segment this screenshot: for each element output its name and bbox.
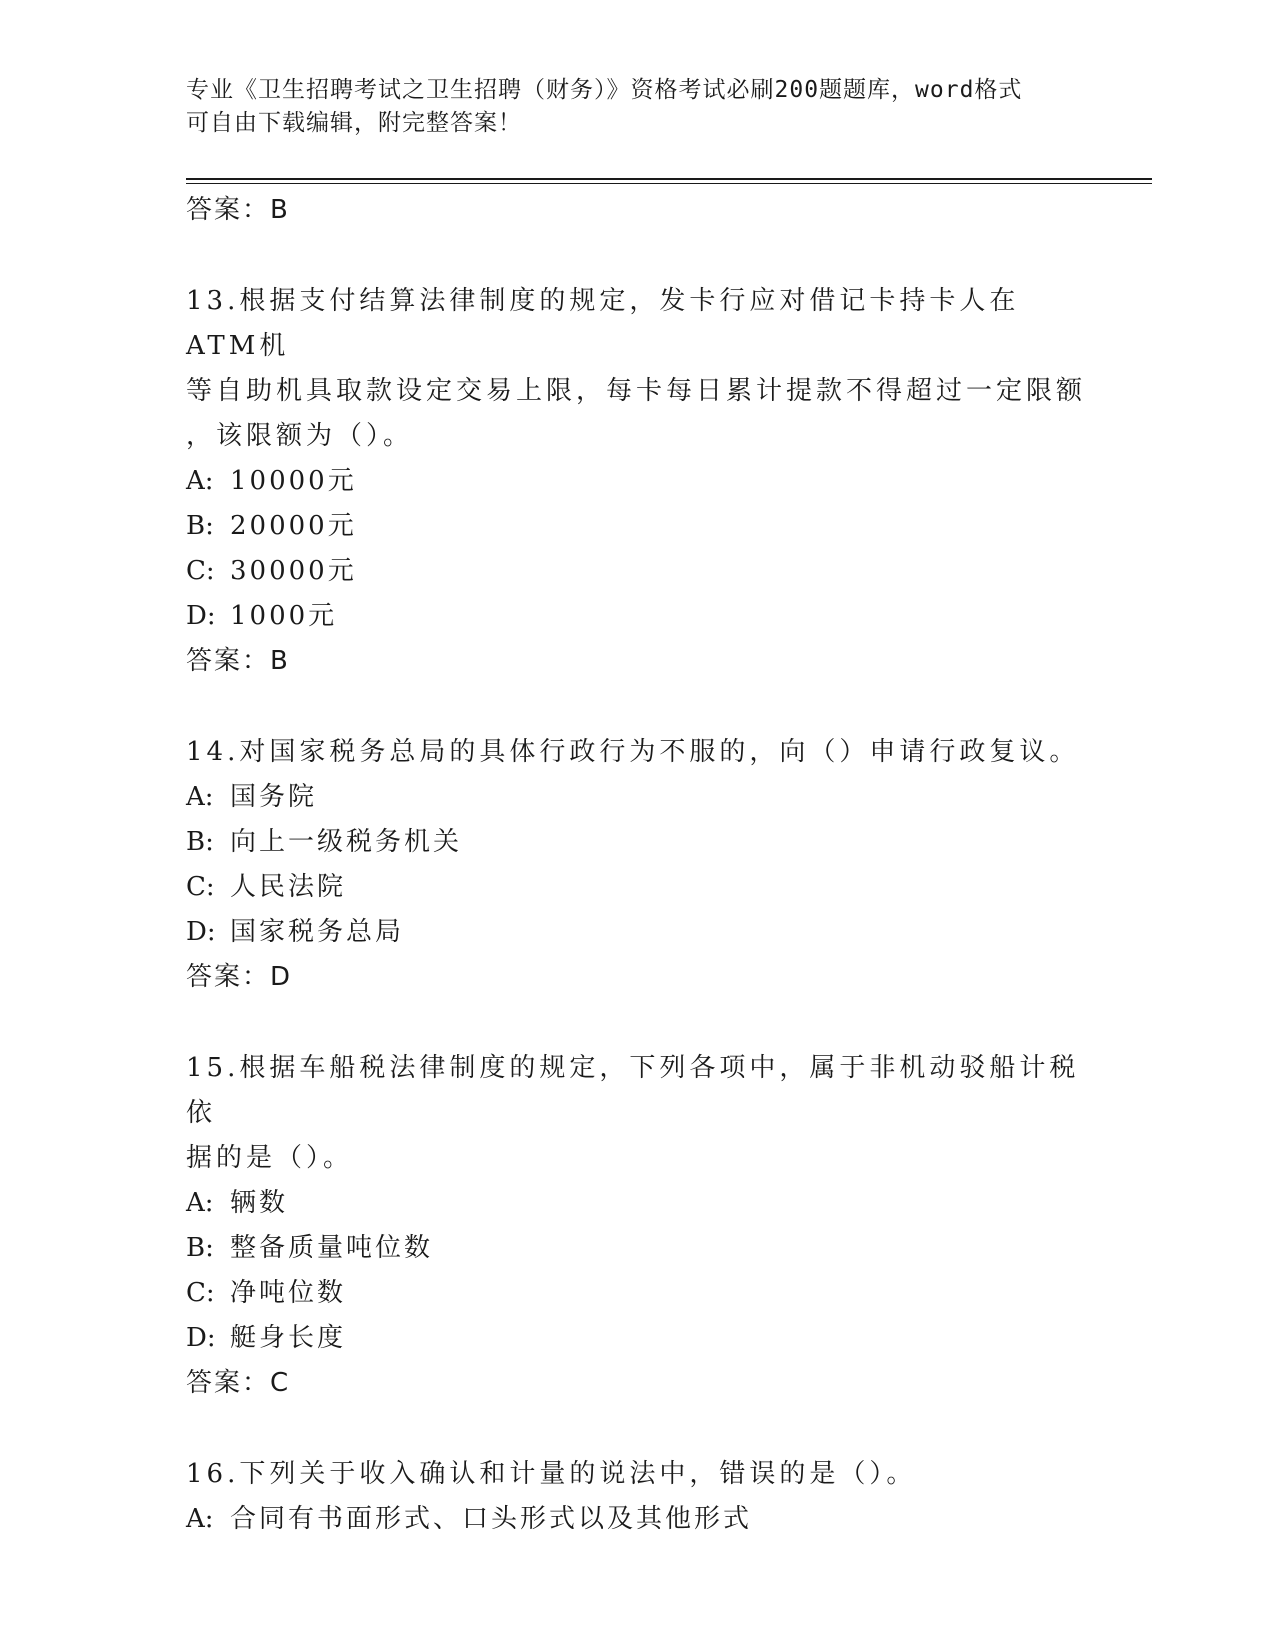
question-13 [186, 279, 1086, 683]
option-c [186, 1271, 1086, 1316]
option-a [186, 1497, 1086, 1542]
option-letter: D: [186, 1323, 216, 1353]
answer: 答案：B [186, 646, 290, 676]
question-text [186, 1452, 1086, 1497]
option-b [186, 504, 1086, 549]
question-line: 等自助机具取款设定交易上限，每卡每日累计提款不得超过一定限额 [186, 376, 1087, 406]
option-d [186, 1316, 1086, 1361]
option-text: 合同有书面形式、口头形式以及其他形式 [230, 1504, 753, 1534]
option-letter: A: [186, 1504, 214, 1534]
option-text: 30000元 [230, 556, 357, 586]
option-letter: A: [186, 1188, 214, 1218]
question-15 [186, 1046, 1086, 1405]
option-letter: B: [186, 511, 214, 541]
option-letter: C: [186, 1278, 215, 1308]
option-letter: A: [186, 466, 214, 496]
answer: 答案：D [186, 962, 293, 992]
option-c [186, 549, 1086, 594]
question-text [186, 279, 1086, 459]
option-text: 辆数 [230, 1188, 289, 1218]
option-text: 人民法院 [230, 872, 347, 902]
option-letter: C: [186, 872, 215, 902]
question-list [186, 188, 1086, 1542]
option-text: 整备质量吨位数 [230, 1233, 434, 1263]
option-text: 20000元 [230, 511, 357, 541]
option-a [186, 1181, 1086, 1226]
question-line: 据的是（）。 [186, 1143, 354, 1173]
option-text: 国务院 [230, 782, 318, 812]
question-line: 16.下列关于收入确认和计量的说法中，错误的是（）。 [186, 1459, 917, 1489]
question-text [186, 1046, 1086, 1181]
header-line-2: 可自由下载编辑，附完整答案！ [186, 110, 522, 136]
question-line: 14.对国家税务总局的具体行政行为不服的，向（）申请行政复议。 [186, 737, 1080, 767]
previous-answer: 答案：B [186, 195, 290, 225]
header-line-1: 专业《卫生招聘考试之卫生招聘（财务）》资格考试必刷200题题库，word格式 [186, 77, 1023, 103]
question-text [186, 730, 1086, 775]
option-b [186, 1226, 1086, 1271]
option-a [186, 459, 1086, 504]
header-divider-thin [186, 183, 1152, 184]
option-c [186, 865, 1086, 910]
option-text: 艇身长度 [230, 1323, 347, 1353]
option-letter: D: [186, 601, 216, 631]
option-text: 10000元 [230, 466, 357, 496]
option-letter: B: [186, 827, 214, 857]
option-letter: A: [186, 782, 214, 812]
option-text: 1000元 [230, 601, 338, 631]
option-b [186, 820, 1086, 865]
option-d [186, 910, 1086, 955]
question-line: 15.根据车船税法律制度的规定，下列各项中，属于非机动驳船计税依 [186, 1053, 1080, 1128]
question-14 [186, 730, 1086, 999]
option-text: 净吨位数 [230, 1278, 347, 1308]
document-header [186, 74, 1086, 140]
question-line: 13.根据支付结算法律制度的规定，发卡行应对借记卡持卡人在ATM机 [186, 286, 1020, 361]
question-16 [186, 1452, 1086, 1542]
option-letter: C: [186, 556, 215, 586]
option-a [186, 775, 1086, 820]
option-text: 国家税务总局 [230, 917, 405, 947]
option-d [186, 594, 1086, 639]
option-letter: B: [186, 1233, 214, 1263]
answer: 答案：C [186, 1368, 291, 1398]
option-text: 向上一级税务机关 [230, 827, 463, 857]
header-divider [186, 178, 1152, 180]
option-letter: D: [186, 917, 216, 947]
question-line: ，该限额为（）。 [186, 421, 414, 451]
